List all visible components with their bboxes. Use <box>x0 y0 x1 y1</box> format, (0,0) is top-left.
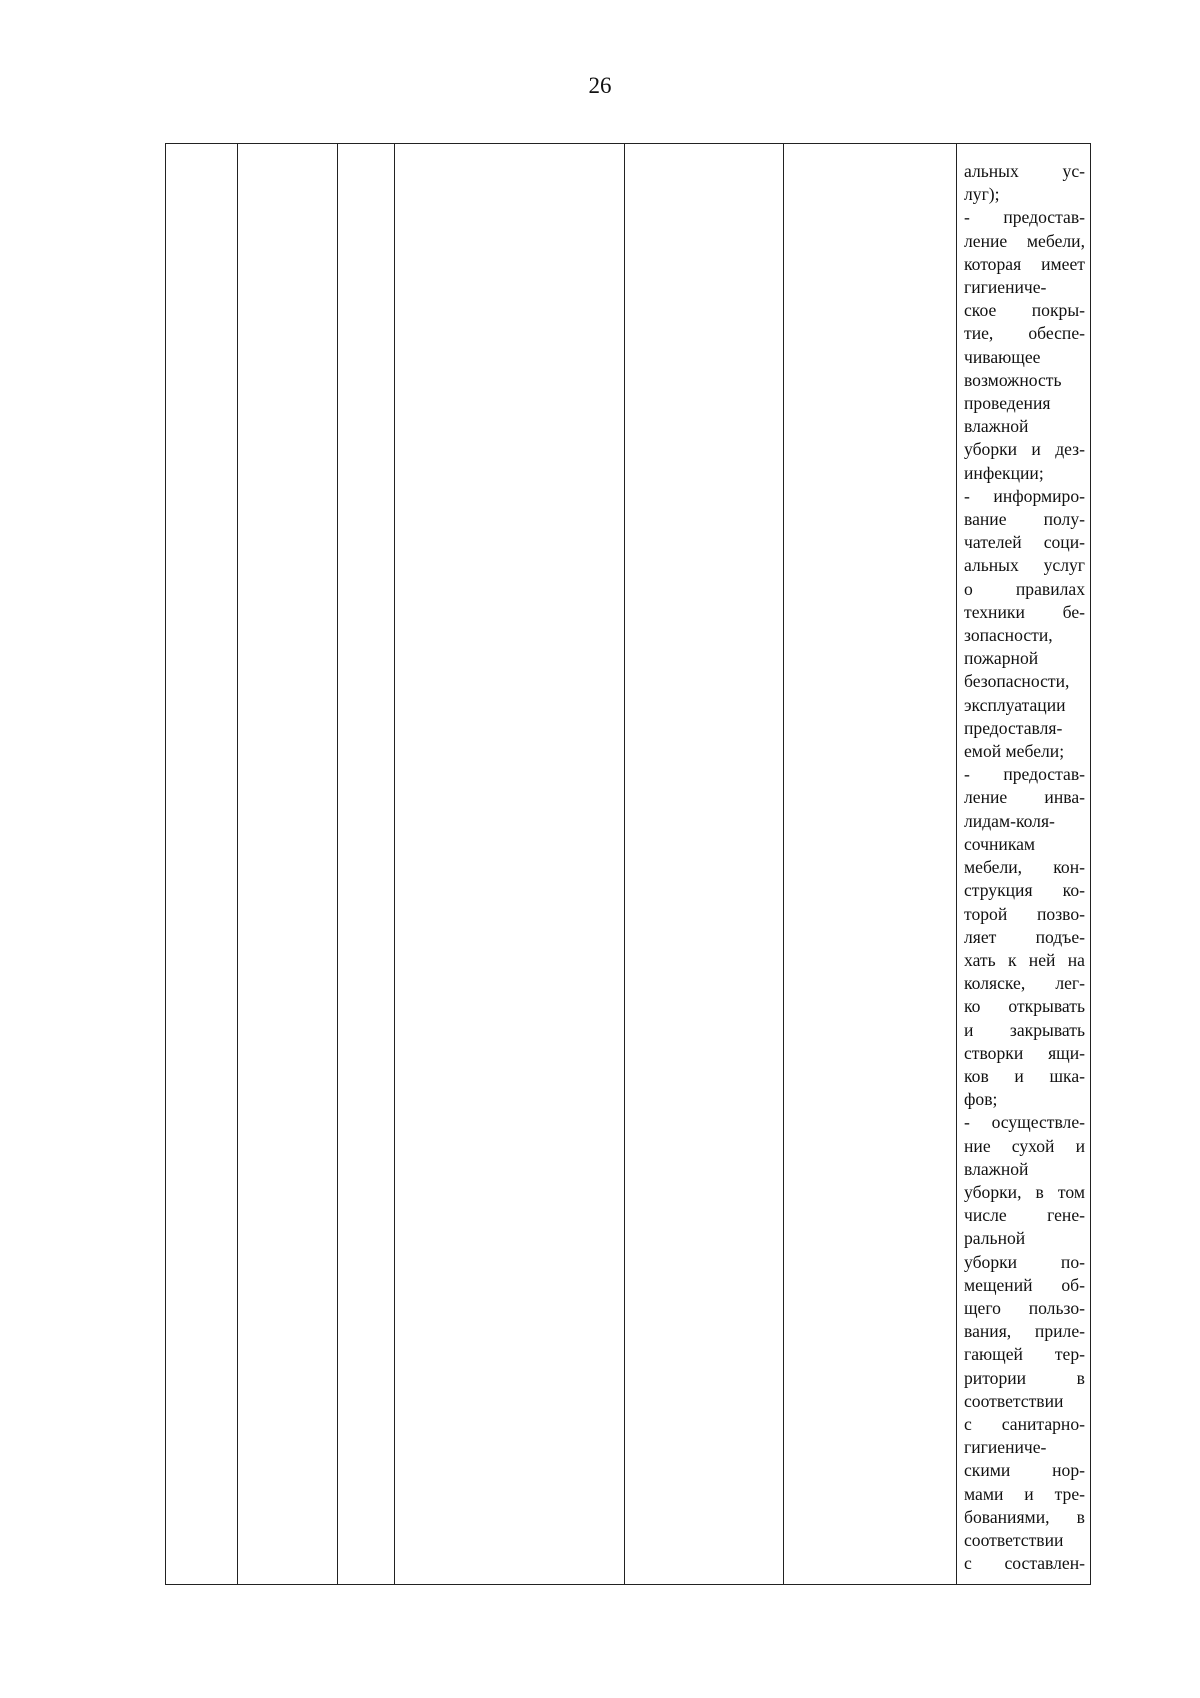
text-line: ральной <box>964 1228 1026 1249</box>
text-line: чивающее <box>964 346 1041 367</box>
text-line: вание полу- <box>964 509 1085 530</box>
text-line: створки ящи- <box>964 1042 1085 1063</box>
table-cell-col-5 <box>625 144 784 1585</box>
text-line: соответствии <box>964 1529 1064 1550</box>
text-line: скими нор- <box>964 1460 1085 1481</box>
text-line: - осуществле- <box>964 1112 1085 1133</box>
text-line: альных услуг <box>964 555 1085 576</box>
text-line: инфекции; <box>964 462 1044 483</box>
table-row <box>166 144 1091 1585</box>
text-line: эксплуатации <box>964 694 1066 715</box>
page-number: 26 <box>588 73 612 98</box>
text-line: ритории в <box>964 1367 1085 1388</box>
text-line: о правилах <box>964 578 1085 599</box>
table-cell-col-3 <box>338 144 395 1585</box>
text-line: луг); <box>964 184 1000 205</box>
text-line: фов; <box>964 1089 998 1110</box>
text-line: уборки и дез- <box>964 439 1085 460</box>
text-line: и закрывать <box>964 1019 1085 1040</box>
text-line: лидам-коля- <box>964 810 1055 831</box>
table-cell-col-4 <box>395 144 625 1585</box>
text-line: уборки по- <box>964 1251 1085 1272</box>
text-line: техники бе- <box>964 601 1085 622</box>
text-line: ление мебели, <box>964 230 1085 251</box>
text-line: с составлен- <box>964 1553 1085 1574</box>
text-line: которая имеет <box>964 253 1085 274</box>
text-line: струкция ко- <box>964 880 1085 901</box>
text-line: мещений об- <box>964 1274 1085 1295</box>
text-line: ляет подъе- <box>964 926 1085 947</box>
text-line: - предостав- <box>964 207 1085 228</box>
text-line: влажной <box>964 416 1029 437</box>
table-cell-col-7 <box>957 144 1091 1585</box>
table-cell-col-2 <box>238 144 338 1585</box>
text-line: влажной <box>964 1158 1029 1179</box>
text-line: альных ус- <box>964 161 1085 181</box>
text-line: - предостав- <box>964 764 1085 785</box>
text-line: мами и тре- <box>964 1483 1085 1504</box>
text-line: щего пользо- <box>964 1297 1085 1318</box>
text-line: хать к ней на <box>964 949 1085 970</box>
text-line: гигиениче- <box>964 277 1047 298</box>
text-line: ление инва- <box>964 787 1085 808</box>
text-line: пожарной <box>964 648 1039 669</box>
text-line: безопасности, <box>964 671 1070 692</box>
service-description-text <box>957 144 1090 1575</box>
text-line: вания, приле- <box>964 1321 1085 1342</box>
text-line: емой мебели; <box>964 741 1065 762</box>
text-line: предоставля- <box>964 717 1063 738</box>
text-line: - информиро- <box>964 485 1085 506</box>
text-line: ние сухой и <box>964 1135 1085 1156</box>
table-cell-col-1 <box>166 144 238 1585</box>
text-line: ков и шка- <box>964 1065 1085 1086</box>
text-line: гигиениче- <box>964 1437 1047 1458</box>
document-table <box>165 143 1091 1585</box>
text-line: соответствии <box>964 1390 1064 1411</box>
text-line: сочникам <box>964 833 1036 854</box>
text-line: с санитарно- <box>964 1413 1085 1434</box>
table-cell-col-6 <box>784 144 957 1585</box>
text-line: коляске, лег- <box>964 973 1085 994</box>
text-line: зопасности, <box>964 625 1053 646</box>
text-line: числе гене- <box>964 1205 1085 1226</box>
text-line: торой позво- <box>964 903 1085 924</box>
text-line: уборки, в том <box>964 1181 1085 1202</box>
text-line: ское покры- <box>964 300 1085 321</box>
text-line: мебели, кон- <box>964 857 1085 878</box>
text-line: тие, обеспе- <box>964 323 1085 344</box>
text-line: гающей тер- <box>964 1344 1085 1365</box>
text-line: бованиями, в <box>964 1506 1085 1527</box>
text-line: возможность <box>964 369 1062 390</box>
text-line: чателей соци- <box>964 532 1085 553</box>
text-line: проведения <box>964 393 1051 414</box>
text-line: ко открывать <box>964 996 1085 1017</box>
